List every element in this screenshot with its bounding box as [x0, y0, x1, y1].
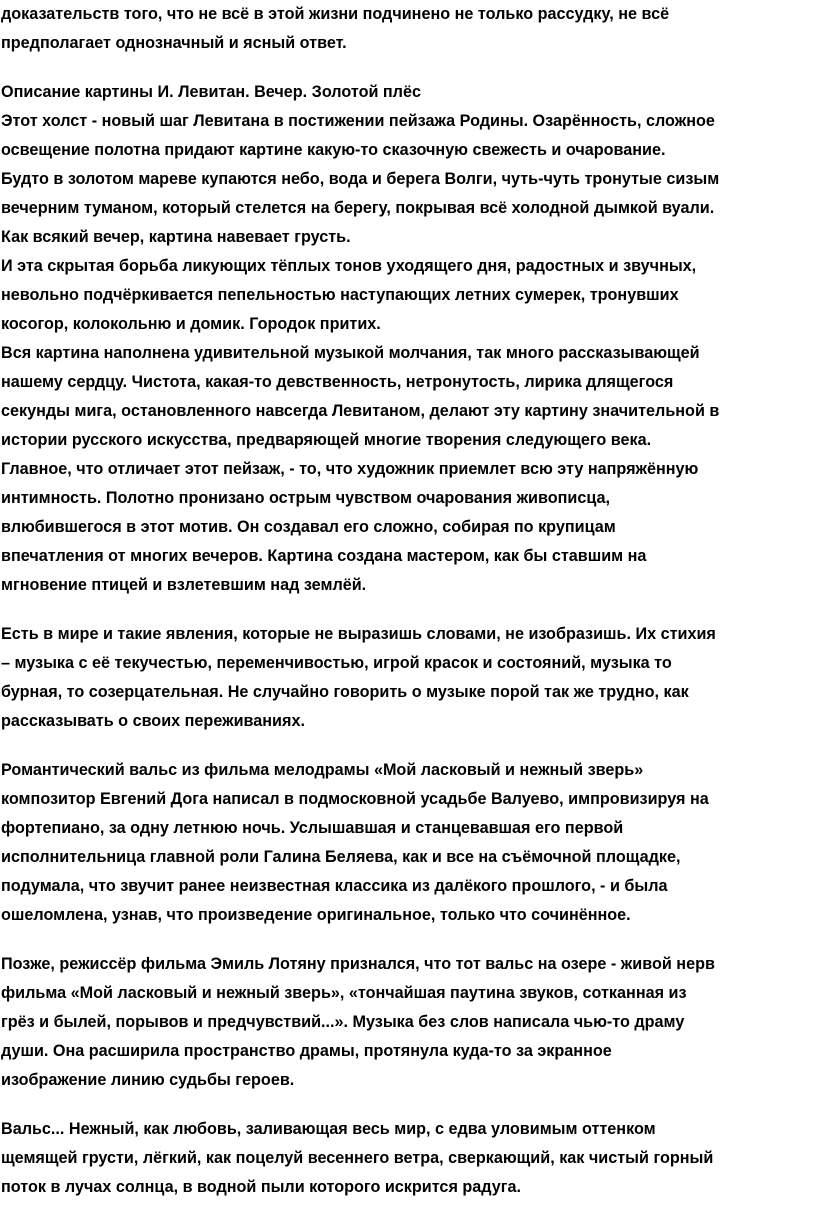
- text-line: – музыка с её текучестью, переменчивостью, игрой красок и состояний, музыка то: [1, 654, 672, 672]
- text-line: композитор Евгений Дога написал в подмосковной усадьбе Валуево, импровизируя на: [1, 790, 709, 808]
- text-line: мгновение птицей и взлетевшим над землёй.: [1, 576, 367, 594]
- text-line: косогор, колокольню и домик. Городок притих.: [1, 315, 381, 333]
- text-line: И эта скрытая борьба ликующих тёплых тонов уходящего дня, радостных и звучных,: [1, 257, 697, 275]
- text-line: рассказывать о своих переживаниях.: [1, 712, 305, 730]
- text-line: исполнительница главной роли Галина Беляева, как и все на съёмочной площадке,: [1, 848, 681, 866]
- text-line: предполагает однозначный и ясный ответ.: [1, 34, 347, 52]
- text-line: души. Она расширила пространство драмы, протянула куда-то за экранное: [1, 1042, 612, 1060]
- text-line: Будто в золотом мареве купаются небо, вода и берега Волги, чуть-чуть тронутые сизым: [1, 170, 720, 188]
- text-line: истории русского искусства, предваряющей многие творения следующего века.: [1, 431, 652, 449]
- text-line: доказательств того, что не всё в этой жизни подчинено не только рассудку, не всё: [1, 5, 670, 23]
- text-line: бурная, то созерцательная. Не случайно говорить о музыке порой так же трудно, как: [1, 683, 689, 701]
- text-line: подумала, что звучит ранее неизвестная классика из далёкого прошлого, - и была: [1, 877, 668, 895]
- text-line: Позже, режиссёр фильма Эмиль Лотяну признался, что тот вальс на озере - живой нерв: [1, 955, 715, 973]
- text-line: Вальс... Нежный, как любовь, заливающая весь мир, с едва уловимым оттенком: [1, 1120, 656, 1138]
- text-line: фильма «Мой ласковый и нежный зверь», «тончайшая паутина звуков, сотканная из: [1, 984, 687, 1002]
- text-line: невольно подчёркивается пепельностью наступающих летних сумерек, тронувших: [1, 286, 679, 304]
- text-line: Главное, что отличает этот пейзаж, - то, что художник приемлет всю эту напряжённую: [1, 460, 699, 478]
- text-line: освещение полотна придают картине какую-то сказочную свежесть и очарование.: [1, 141, 666, 159]
- text-line: грёз и былей, порывов и предчувствий...». Музыка без слов написала чью-то драму: [1, 1013, 685, 1031]
- text-line: фортепиано, за одну летнюю ночь. Услышавшая и станцевавшая его первой: [1, 819, 624, 837]
- painting-section: [1, 78, 814, 600]
- text-line: Романтический вальс из фильма мелодрамы «Мой ласковый и нежный зверь»: [1, 761, 644, 779]
- text-line: интимность. Полотно пронизано острым чувством очарования живописца,: [1, 489, 611, 507]
- text-line: щемящей грусти, лёгкий, как поцелуй весеннего ветра, сверкающий, как чистый горный: [1, 1149, 714, 1167]
- text-line: поток в лучах солнца, в водной пыли которого искрится радуга.: [1, 1178, 521, 1196]
- text-line: впечатления от многих вечеров. Картина создана мастером, как бы ставшим на: [1, 547, 647, 565]
- text-line: влюбившегося в этот мотив. Он создавал его сложно, собирая по крупицам: [1, 518, 616, 536]
- intro-paragraph: [1, 0, 814, 58]
- text-line: секунды мига, остановленного навсегда Левитаном, делают эту картину значительной в: [1, 402, 720, 420]
- section-title: Описание картины И. Левитан. Вечер. Золотой плёс: [1, 83, 421, 101]
- waltz-paragraph: [1, 756, 814, 930]
- text-line: изображение линию судьбы героев.: [1, 1071, 295, 1089]
- text-line: нашему сердцу. Чистота, какая-то девственность, нетронутость, лирика длящегося: [1, 373, 674, 391]
- text-line: вечерним туманом, который стелется на берегу, покрывая всё холодной дымкой вуали.: [1, 199, 715, 217]
- final-paragraph: [1, 1115, 814, 1202]
- text-line: Этот холст - новый шаг Левитана в постижении пейзажа Родины. Озарённость, сложное: [1, 112, 715, 130]
- text-line: Как всякий вечер, картина навевает грусть.: [1, 228, 351, 246]
- text-line: Вся картина наполнена удивительной музыкой молчания, так много рассказывающей: [1, 344, 700, 362]
- music-paragraph: [1, 620, 814, 736]
- director-paragraph: [1, 950, 814, 1095]
- text-line: ошеломлена, узнав, что произведение оригинальное, только что сочинённое.: [1, 906, 631, 924]
- text-line: Есть в мире и такие явления, которые не выразишь словами, не изобразишь. Их стихия: [1, 625, 716, 643]
